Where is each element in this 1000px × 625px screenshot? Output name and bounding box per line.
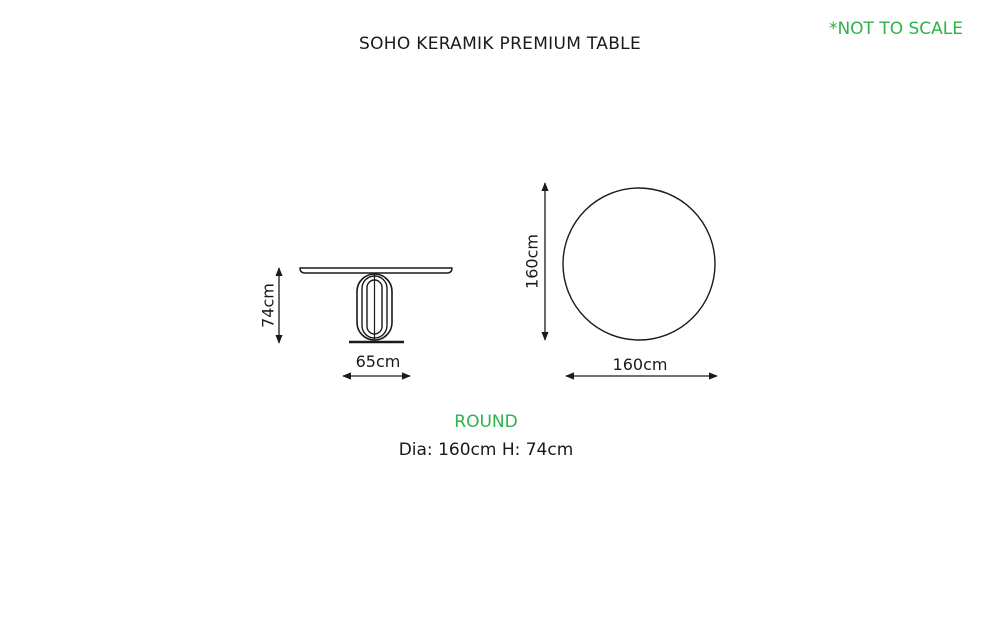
depth-label: 160cm — [522, 234, 542, 289]
height-label: 74cm — [258, 283, 278, 328]
shape-name: ROUND — [454, 412, 518, 432]
table-top-side — [300, 268, 452, 273]
round-table-top — [563, 188, 715, 340]
page-title: SOHO KERAMIK PREMIUM TABLE — [359, 34, 641, 54]
dimensions-text: Dia: 160cm H: 74cm — [398, 440, 574, 460]
base-width-label: 65cm — [355, 352, 401, 371]
top-view — [545, 183, 717, 376]
width-label: 160cm — [612, 355, 668, 374]
not-to-scale-note: *NOT TO SCALE — [828, 19, 963, 39]
